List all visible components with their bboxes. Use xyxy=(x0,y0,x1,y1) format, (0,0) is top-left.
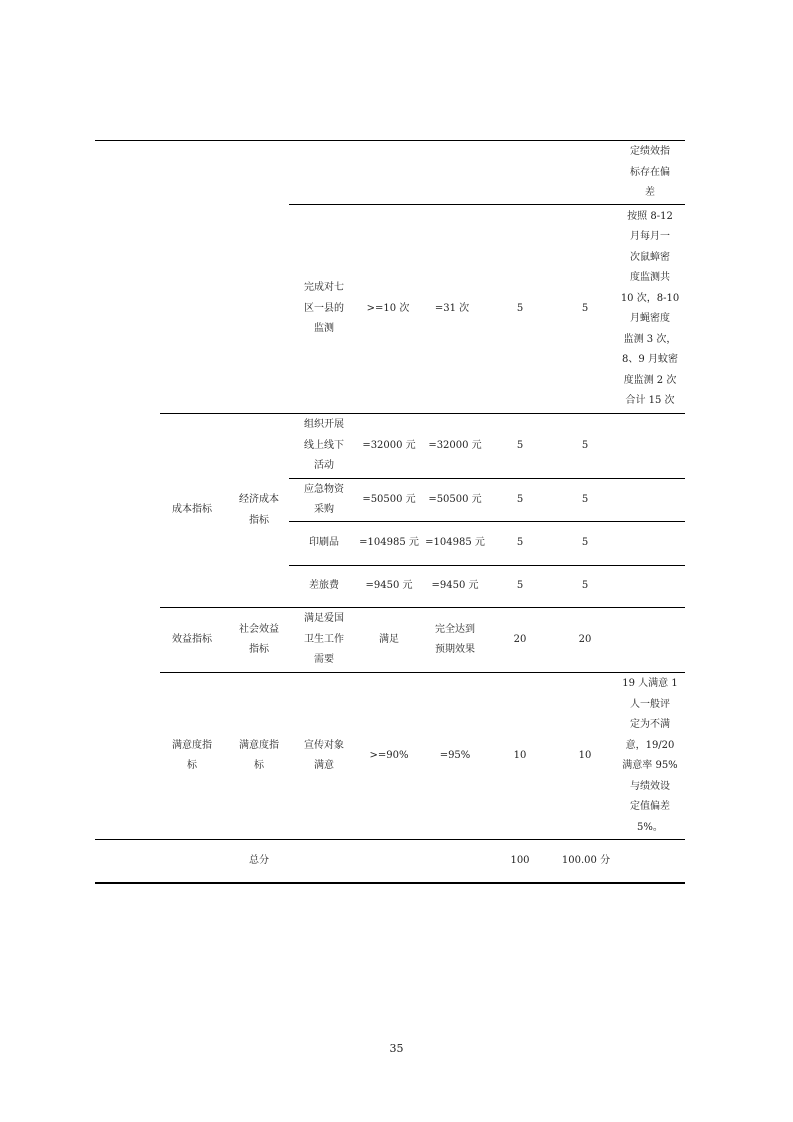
weight-cell: 5 xyxy=(516,580,524,592)
weight-cell: 5 xyxy=(516,493,524,505)
subcategory-cell: 经济成本 指标 xyxy=(239,494,279,526)
weight-cell: 5 xyxy=(516,537,524,549)
indicator-cell: 差旅费 xyxy=(309,580,339,592)
score-cell: 10 xyxy=(578,749,592,761)
subcategory-cell: 满意度指 标 xyxy=(239,739,279,771)
actual-cell: =32000 元 xyxy=(428,439,482,451)
table-bottom-rule xyxy=(95,882,685,884)
indicator-cell: 完成对七 区一县的 监测 xyxy=(304,282,344,335)
weight-cell: 20 xyxy=(513,633,527,645)
indicator-cell: 组织开展 线上线下 活动 xyxy=(304,419,344,472)
score-cell: 5 xyxy=(581,493,589,505)
target-cell: =50500 元 xyxy=(362,493,416,505)
indicator-cell: 宣传对象 满意 xyxy=(304,739,344,771)
subcategory-cell: 社会效益 指标 xyxy=(239,623,279,655)
total-label: 总分 xyxy=(249,855,269,867)
indicator-cell: 印刷品 xyxy=(309,537,339,549)
actual-cell: =50500 元 xyxy=(428,493,482,505)
page-number: 35 xyxy=(389,1042,404,1055)
target-cell: >=90% xyxy=(369,749,409,761)
actual-cell: =95% xyxy=(439,749,471,761)
actual-cell: =104985 元 xyxy=(425,537,485,549)
score-cell: 5 xyxy=(581,537,589,549)
category-cell: 效益指标 xyxy=(172,633,212,645)
weight-cell: 5 xyxy=(516,439,524,451)
target-cell: 满足 xyxy=(379,633,399,645)
score-cell: 20 xyxy=(578,633,592,645)
indicator-cell: 满足爱国 卫生工作 需要 xyxy=(304,613,344,666)
score-cell: 5 xyxy=(581,580,589,592)
row-divider xyxy=(95,839,685,840)
table-top-rule xyxy=(95,140,685,141)
weight-cell: 10 xyxy=(513,749,527,761)
note-cell: 按照 8-12 月每月一 次鼠蟑密 度监测共 10 次，8-10 月蝇密度 监测 3 次， 8、9 月蚊密 度监测 2 次 合计 15 次 xyxy=(620,210,680,406)
actual-cell: 完全达到 预期效果 xyxy=(435,623,475,655)
category-cell: 满意度指 标 xyxy=(172,739,212,771)
category-cell: 成本指标 xyxy=(172,504,212,516)
target-cell: =32000 元 xyxy=(362,439,416,451)
row-divider xyxy=(289,204,685,205)
target-cell: =9450 元 xyxy=(365,580,413,592)
score-cell: 5 xyxy=(581,302,589,314)
indicator-cell: 应急物资 采购 xyxy=(304,483,344,515)
target-cell: >=10 次 xyxy=(366,302,410,314)
target-cell: =104985 元 xyxy=(359,537,419,549)
actual-cell: =9450 元 xyxy=(431,580,479,592)
total-score: 100.00 分 xyxy=(561,855,611,867)
score-cell: 5 xyxy=(581,439,589,451)
total-weight: 100 xyxy=(510,855,530,867)
note-cell: 19 人满意 1 人一般评 定为不满 意，19/20 满意率 95% 与绩效设 定值偏差 5%。 xyxy=(622,678,678,833)
actual-cell: =31 次 xyxy=(434,302,470,314)
note-cell: 定绩效指 标存在偏 差 xyxy=(630,146,670,199)
weight-cell: 5 xyxy=(516,302,524,314)
